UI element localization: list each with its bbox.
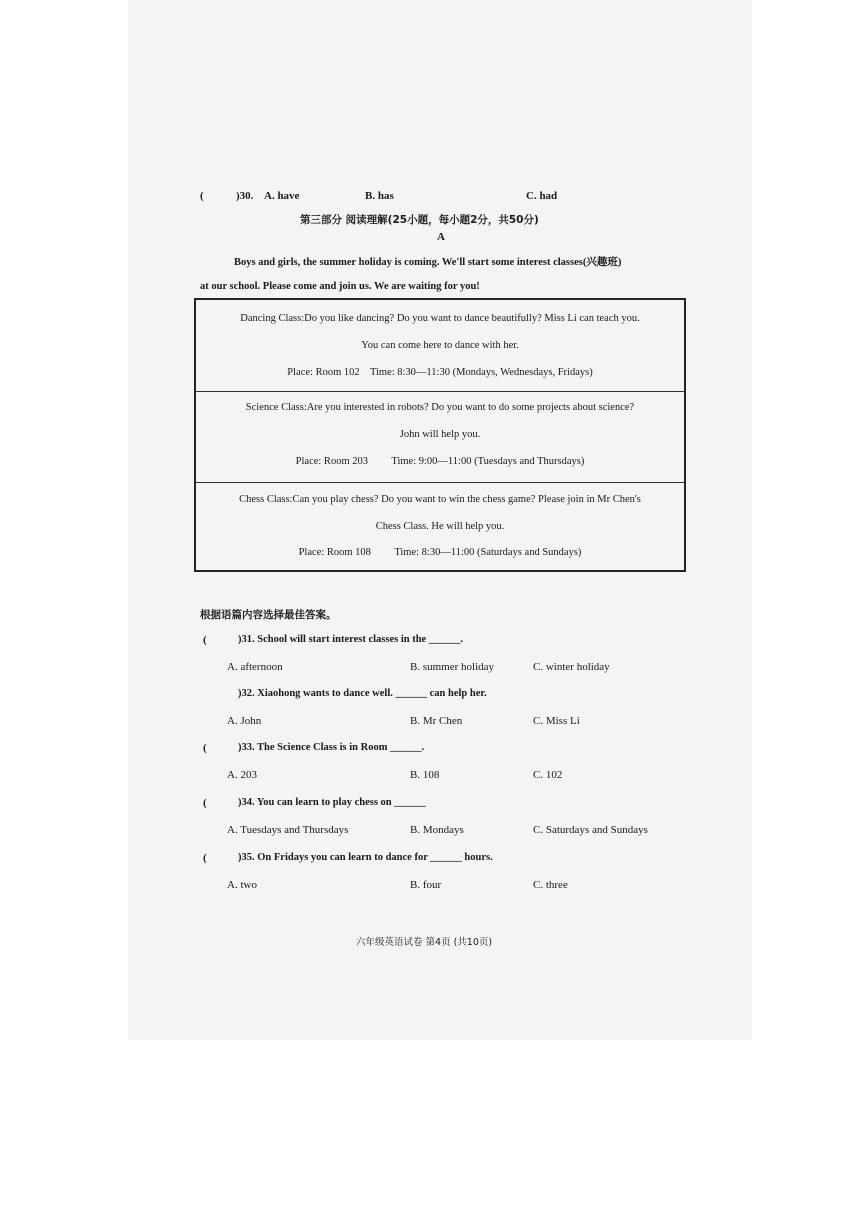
q34-option-a: A. Tuesdays and Thursdays <box>227 824 349 836</box>
q30-option-a: A. have <box>264 190 300 202</box>
q33-option-b: B. 108 <box>410 769 440 781</box>
instruction: 根据语篇内容选择最佳答案。 <box>200 609 337 621</box>
q33-option-a: A. 203 <box>227 769 257 781</box>
q31-paren: ( <box>203 634 207 646</box>
interest-classes-table <box>194 298 686 572</box>
dancing-class-schedule <box>196 367 684 378</box>
q33-stem: )33. The Science Class is in Room ______. <box>238 742 425 753</box>
q32-stem: )32. Xiaohong wants to dance well. ______ can help her. <box>238 688 487 699</box>
intro-line-1: Boys and girls, the summer holiday is coming. We'll start some interest classes(兴趣班) <box>234 257 622 268</box>
q30-option-b: B. has <box>365 190 394 202</box>
dancing-class-line-2: You can come here to dance with her. <box>361 340 519 351</box>
q34-option-c: C. Saturdays and Sundays <box>533 824 648 836</box>
science-class-line-2: John will help you. <box>399 429 481 440</box>
dancing-class-line-1: Dancing Class:Do you like dancing? Do you want to dance beautifully? Miss Li can teach you. <box>240 313 640 324</box>
passage-label: A <box>437 231 445 243</box>
science-class-line-1: Science Class:Are you interested in robots? Do you want to do some projects about science? <box>245 402 635 413</box>
q32-option-c: C. Miss Li <box>533 715 580 727</box>
chess-class-line-1: Chess Class:Can you play chess? Do you want to win the chess game? Please join in Mr Chen's <box>239 494 641 505</box>
q33-paren: ( <box>203 742 207 754</box>
intro-line-2: at our school. Please come and join us. We are waiting for you! <box>200 281 480 292</box>
chess-class-place: Place: Room 108 <box>298 547 371 558</box>
chess-class-section <box>196 482 684 570</box>
q30-number: )30. <box>236 190 254 202</box>
dancing-class-time: Time: 8:30—11:30 (Mondays, Wednesdays, Fridays) <box>369 367 593 378</box>
science-class-section <box>196 391 684 483</box>
q30-option-c: C. had <box>526 190 558 202</box>
q31-option-c: C. winter holiday <box>533 661 610 673</box>
q33-option-c: C. 102 <box>533 769 563 781</box>
science-class-schedule <box>196 456 684 467</box>
page-footer: 六年级英语试卷 第4页 (共10页) <box>356 937 493 948</box>
q35-option-a: A. two <box>227 879 257 891</box>
section-title: 第三部分 阅读理解(25小题，每小题2分，共50分) <box>300 214 539 226</box>
science-class-place: Place: Room 203 <box>295 456 368 467</box>
q30-paren: ( <box>200 190 204 202</box>
q31-stem: )31. School will start interest classes in the ______. <box>238 634 463 645</box>
q34-paren: ( <box>203 797 207 809</box>
chess-class-schedule <box>196 547 684 558</box>
q35-option-b: B. four <box>410 879 442 891</box>
q35-paren: ( <box>203 852 207 864</box>
chess-class-time: Time: 8:30—11:00 (Saturdays and Sundays) <box>394 547 582 558</box>
q35-option-c: C. three <box>533 879 568 891</box>
q31-option-a: A. afternoon <box>227 661 283 673</box>
q34-option-b: B. Mondays <box>410 824 464 836</box>
q35-stem: )35. On Fridays you can learn to dance for ______ hours. <box>238 852 493 863</box>
chess-class-line-2: Chess Class. He will help you. <box>375 521 505 532</box>
q32-option-b: B. Mr Chen <box>410 715 463 727</box>
q34-stem: )34. You can learn to play chess on ______ <box>238 797 426 808</box>
dancing-class-section <box>196 300 684 392</box>
science-class-time: Time: 9:00—11:00 (Tuesdays and Thursdays) <box>391 456 585 467</box>
q31-option-b: B. summer holiday <box>410 661 495 673</box>
dancing-class-place: Place: Room 102 <box>287 367 360 378</box>
q32-option-a: A. John <box>227 715 262 727</box>
